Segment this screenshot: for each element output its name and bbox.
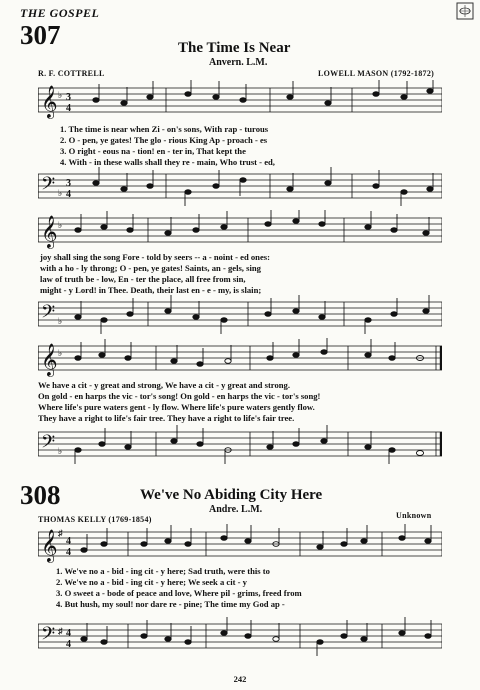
svg-text:♭: ♭ — [58, 348, 63, 358]
treble-staff — [38, 524, 442, 564]
words-credit: THOMAS KELLY (1769-1854) — [38, 515, 152, 524]
bass-staff — [38, 424, 442, 464]
svg-text:♭: ♭ — [58, 220, 63, 230]
music-credit: Unknown — [396, 511, 432, 520]
svg-text:4: 4 — [66, 536, 71, 547]
lyric-line: might - y Lord! in Thee. Death, their last en - e - my, is slain; — [40, 285, 262, 295]
svg-text:𝄞: 𝄞 — [41, 215, 58, 248]
svg-text:𝄢: 𝄢 — [41, 624, 56, 649]
treble-staff — [38, 210, 442, 250]
lyric-line: 3. O sweet a - bode of peace and love, Where pil - grims, freed from — [56, 588, 302, 598]
svg-text:♭: ♭ — [58, 446, 63, 456]
lyric-line: 2. O - pen, ye gates! The glo - rious King Ap - proach - es — [60, 135, 268, 145]
svg-text:♭: ♭ — [58, 90, 63, 100]
svg-text:𝄞: 𝄞 — [41, 529, 58, 562]
svg-text:4: 4 — [66, 639, 71, 650]
lyric-line: with a ho - ly throng; O - pen, ye gates! Saints, an - gels, sing — [40, 263, 261, 273]
svg-text:𝄞: 𝄞 — [41, 85, 58, 118]
bass-staff — [38, 166, 442, 206]
svg-text:♯: ♯ — [58, 528, 63, 538]
lyric-line: 3. O right - eous na - tion! en - ter in, That kept the — [60, 146, 246, 156]
lyric-line: 1. The time is near when Zi - on's sons, With rap - turous — [60, 124, 269, 134]
svg-text:4: 4 — [66, 547, 71, 558]
hymn-title: The Time Is Near — [178, 40, 291, 56]
svg-text:♯: ♯ — [58, 626, 63, 636]
hymn-number: 308 — [20, 480, 61, 510]
bass-staff — [38, 612, 442, 660]
svg-text:𝄞: 𝄞 — [41, 343, 58, 376]
svg-text:3: 3 — [66, 92, 71, 103]
treble-staff — [38, 80, 442, 120]
tune-name: Andre. L.M. — [209, 504, 263, 515]
lyric-line: joy shall sing the song Fore - told by seers -- a - noint - ed ones: — [40, 252, 270, 262]
svg-text:♭: ♭ — [58, 188, 63, 198]
lyric-line: 1. We've no a - bid - ing cit - y here; Sad truth, were this to — [56, 566, 270, 576]
lyric-line: We have a cit - y great and strong, We have a cit - y great and strong. — [38, 380, 290, 390]
lyric-line: law of truth be - low, En - ter the place, all free from sin, — [40, 274, 246, 284]
words-credit: R. F. COTTRELL — [38, 69, 105, 78]
svg-text:4: 4 — [66, 189, 71, 200]
lyric-line: On gold - en harps the vic - tor's song! On gold - en harps the vic - tor's song! — [38, 391, 321, 401]
page-number: 242 — [233, 674, 247, 684]
lyric-line: 4. But hush, my soul! nor dare re - pine; The time my God ap - — [56, 599, 285, 609]
svg-text:4: 4 — [66, 628, 71, 639]
hymn-title: We've No Abiding City Here — [140, 487, 323, 503]
lyric-line: They have a right to life's fair tree. They have a right to life's fair tree. — [38, 413, 295, 423]
lyric-line: 4. With - in these walls shall they re - main, Who trust - ed, — [60, 157, 275, 167]
svg-text:4: 4 — [66, 103, 71, 114]
tune-name: Anvern. L.M. — [209, 57, 268, 68]
corner-ornament-icon — [456, 2, 474, 20]
svg-text:♭: ♭ — [58, 316, 63, 326]
lyric-line: Where life's pure waters gent - ly flow. Where life's pure waters gently flow. — [38, 402, 315, 412]
section-title: THE GOSPEL — [20, 6, 100, 20]
svg-text:3: 3 — [66, 178, 71, 189]
bass-staff — [38, 294, 442, 334]
svg-text:𝄢: 𝄢 — [41, 432, 56, 457]
treble-staff — [38, 338, 442, 378]
hymn-number: 307 — [20, 20, 61, 50]
music-credit: LOWELL MASON (1792-1872) — [318, 69, 435, 78]
svg-text:𝄢: 𝄢 — [41, 174, 56, 199]
lyric-line: 2. We've no a - bid - ing cit - y here; We seek a cit - y — [56, 577, 247, 587]
svg-text:𝄢: 𝄢 — [41, 302, 56, 327]
